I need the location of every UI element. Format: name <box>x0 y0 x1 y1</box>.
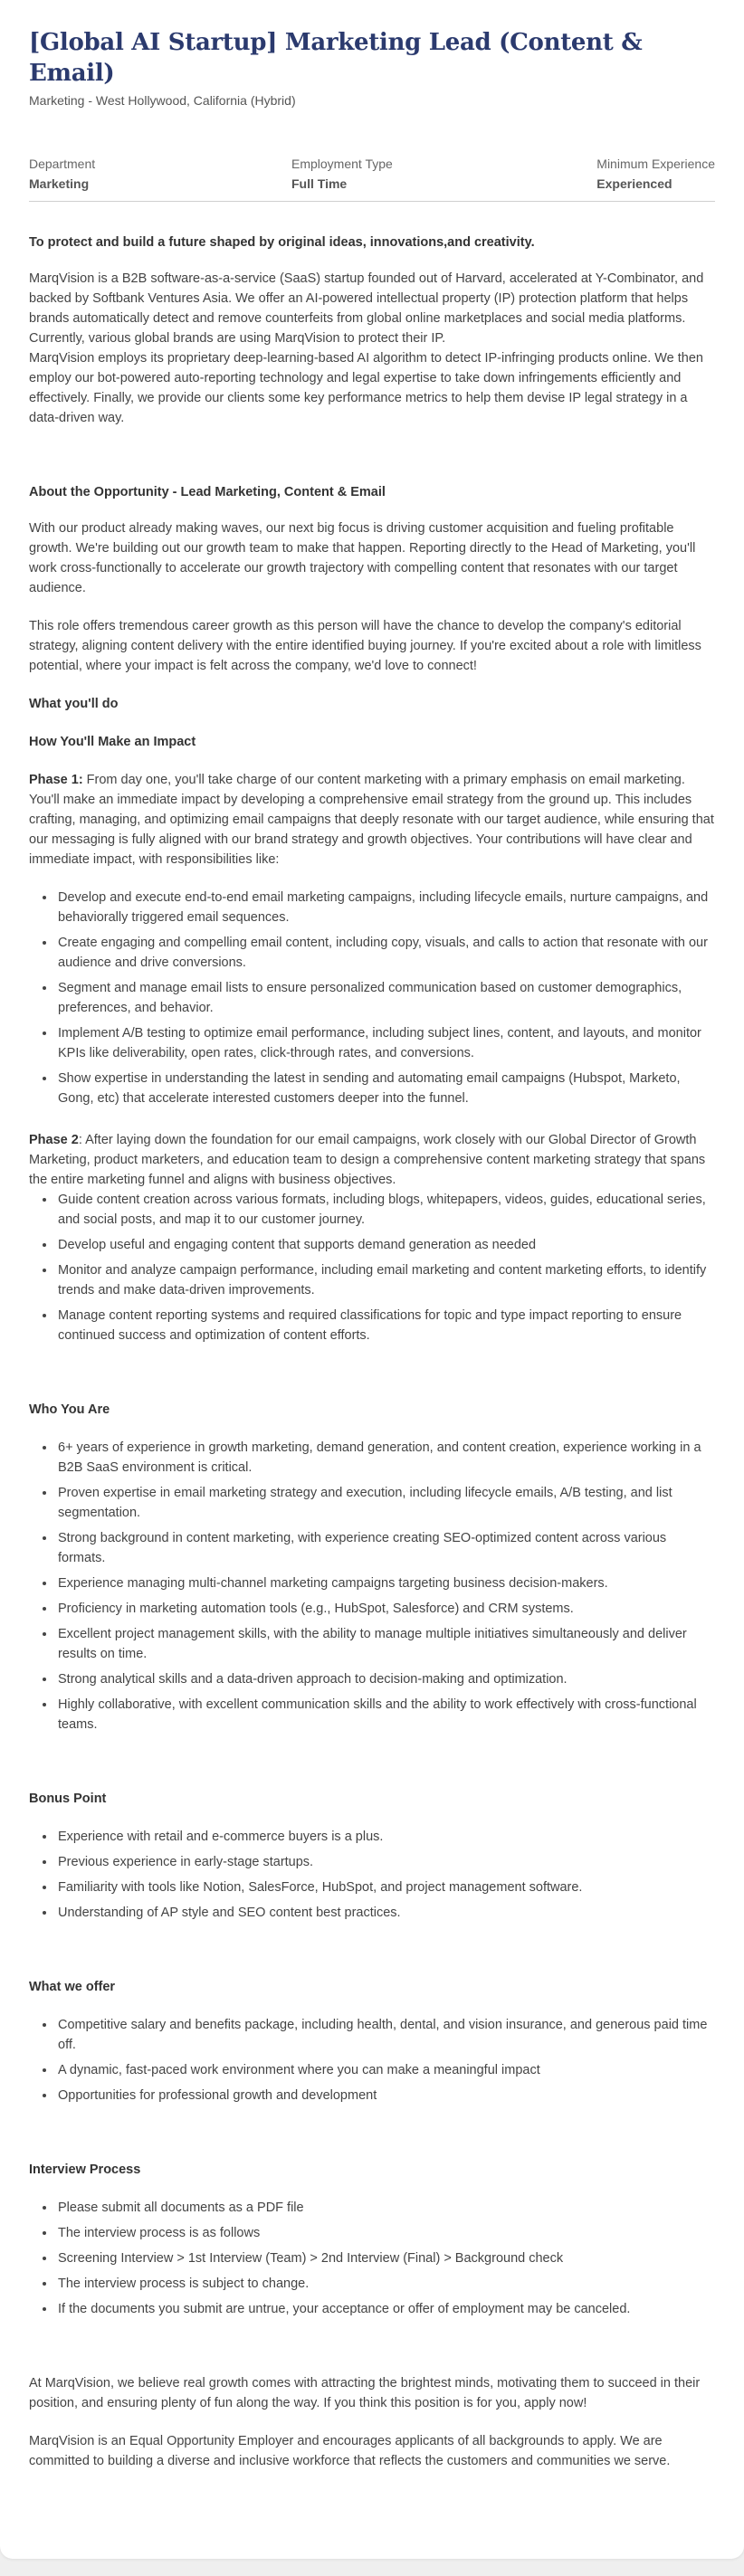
list-item: • Familiarity with tools like Notion, SalesForce, HubSpot, and project management software. <box>56 1877 715 1897</box>
phase1-text: From day one, you'll take charge of our content marketing with a primary emphasis on email marketing. You'll make an immediate impact by developing a comprehensive email strategy from the ground up. This includes crafting, managing, and optimizing email campaigns that deeply resonate with our target audience, while ensuring that our messaging is fully aligned with our brand strategy and growth objectives. Your contributions will have clear and immediate impact, with responsibilities like: <box>29 773 714 867</box>
list-item: • Monitor and analyze campaign performance, including email marketing and content marketing efforts, to identify trends and make data-driven improvements. <box>56 1260 715 1300</box>
phase2-label: Phase 2 <box>29 1133 79 1147</box>
list-item: • Manage content reporting systems and required classifications for topic and type impact reporting to ensure continued success and optimization of content efforts. <box>56 1306 715 1345</box>
list-item: • The interview process is as follows <box>56 2223 715 2243</box>
who-you-are-list <box>29 1438 715 1735</box>
list-item: • 6+ years of experience in growth marketing, demand generation, and content creation, experience working in a B2B SaaS environment is critical. <box>56 1438 715 1478</box>
meta-experience <box>596 156 715 192</box>
list-item: • Opportunities for professional growth and development <box>56 2086 715 2105</box>
meta-department <box>29 156 95 192</box>
meta-department-label: Department <box>29 157 96 171</box>
phase2-list <box>29 1190 715 1345</box>
phase1-paragraph <box>29 770 715 870</box>
meta-employment-type <box>291 156 393 192</box>
list-item: • Experience with retail and e-commerce buyers is a plus. <box>56 1827 715 1847</box>
section-heading-offer: What we offer <box>29 1980 116 1994</box>
intro-paragraph: MarqVision is a B2B software-as-a-service (SaaS) startup founded out of Harvard, accelerated at Y-Combinator, and backed by Softbank Ventures Asia. We offer an AI-powered intellectual property (IP) protection platform that helps brands automatically detect and remove counterfeits from global online marketplaces and social media platforms. Currently, various global brands are using MarqVision to protect their IP. <box>29 271 704 346</box>
closing-paragraph: At MarqVision, we believe real growth comes with attracting the brightest minds, motivating them to succeed in their position, and ensuring plenty of fun along the way. If you think this position is for you, apply now! <box>29 2376 701 2410</box>
opportunity-paragraph: With our product already making waves, our next big focus is driving customer acquisition and fueling profitable growth. We're building out our growth team to make that happen. Reporting directly to the Head of Marketing, you'll work cross-functionally to accelerate our growth trajectory with compelling content that resonates with our target audience. <box>29 521 696 595</box>
meta-department-value: Marketing <box>29 176 90 191</box>
list-item: • Strong analytical skills and a data-driven approach to decision-making and optimization. <box>56 1669 715 1689</box>
list-item: • Segment and manage email lists to ensure personalized communication based on customer demographics, preferences, and behavior. <box>56 978 715 1018</box>
offer-list <box>29 2015 715 2105</box>
intro-paragraph: MarqVision employs its proprietary deep-learning-based AI algorithm to detect IP-infringing products online. We then employ our bot-powered auto-reporting technology and legal expertise to take down infringements efficiently and effectively. Finally, we provide our clients some key performance metrics to help them devise IP legal strategy in a data-driven way. <box>29 351 704 425</box>
section-heading-who-you-are: Who You Are <box>29 1402 110 1417</box>
meta-employment-label: Employment Type <box>291 157 393 171</box>
list-item: • Experience managing multi-channel marketing campaigns targeting business decision-makers. <box>56 1573 715 1593</box>
bonus-list <box>29 1827 715 1923</box>
phase2-paragraph <box>29 1130 715 1190</box>
list-item: • The interview process is subject to change. <box>56 2274 715 2294</box>
section-heading-interview: Interview Process <box>29 2163 141 2177</box>
phase1-label: Phase 1: <box>29 773 83 787</box>
interview-list <box>29 2198 715 2319</box>
list-item: • Proven expertise in email marketing strategy and execution, including lifecycle emails, A/B testing, and list segmentation. <box>56 1483 715 1523</box>
meta-experience-value: Experienced <box>596 176 672 191</box>
list-item: • Develop useful and engaging content that supports demand generation as needed <box>56 1235 715 1255</box>
section-heading-opportunity: About the Opportunity - Lead Marketing, Content & Email <box>29 485 386 499</box>
list-item: • If the documents you submit are untrue, your acceptance or offer of employment may be canceled. <box>56 2299 715 2319</box>
job-title: [Global AI Startup] Marketing Lead (Content & Email) <box>29 29 643 87</box>
list-item: • Excellent project management skills, with the ability to manage multiple initiatives simultaneously and deliver results on time. <box>56 1624 715 1664</box>
list-item: • Proficiency in marketing automation tools (e.g., HubSpot, Salesforce) and CRM systems. <box>56 1599 715 1619</box>
section-heading-what-youll-do: What you'll do <box>29 697 119 711</box>
meta-experience-label: Minimum Experience <box>596 157 715 171</box>
list-item: • Strong background in content marketing, with experience creating SEO-optimized content across various formats. <box>56 1528 715 1568</box>
list-item: • A dynamic, fast-paced work environment where you can make a meaningful impact <box>56 2060 715 2080</box>
list-item: • Highly collaborative, with excellent communication skills and the ability to work effectively with cross-functional teams. <box>56 1695 715 1735</box>
list-item: • Screening Interview > 1st Interview (Team) > 2nd Interview (Final) > Background check <box>56 2248 715 2268</box>
job-location: Marketing - West Hollywood, California (Hybrid) <box>29 93 296 108</box>
list-item: • Please submit all documents as a PDF file <box>56 2198 715 2218</box>
phase1-list <box>29 888 715 1108</box>
list-item: • Previous experience in early-stage startups. <box>56 1852 715 1872</box>
list-item: • Show expertise in understanding the latest in sending and automating email campaigns (Hubspot, Marketo, Gong, etc) that accelerate interested customers deeper into the funnel. <box>56 1069 715 1108</box>
list-item: • Guide content creation across various formats, including blogs, whitepapers, videos, guides, educational series, and social posts, and map it to our customer journey. <box>56 1190 715 1230</box>
list-item: • Develop and execute end-to-end email marketing campaigns, including lifecycle emails, nurture campaigns, and behaviorally triggered email sequences. <box>56 888 715 927</box>
opportunity-paragraph: This role offers tremendous career growth as this person will have the chance to develop the company's editorial strategy, aligning content delivery with the entire identified buying journey. If you're excited about a role with limitless potential, where your impact is felt across the company, we'd love to connect! <box>29 619 701 673</box>
list-item: • Create engaging and compelling email content, including copy, visuals, and calls to action that resonate with our audience and drive conversions. <box>56 933 715 973</box>
job-posting-body <box>29 27 715 2471</box>
meta-employment-value: Full Time <box>291 176 348 191</box>
eeo-paragraph: MarqVision is an Equal Opportunity Employer and encourages applicants of all backgrounds to apply. We are committed to building a diverse and inclusive workforce that reflects the customers and communities we serve. <box>29 2434 671 2468</box>
list-item: • Implement A/B testing to optimize email performance, including subject lines, content, and layouts, and monitor KPIs like deliverability, open rates, click-through rates, and conversions. <box>56 1023 715 1063</box>
phase2-text: : After laying down the foundation for our email campaigns, work closely with our Global Director of Growth Marketing, product marketers, and education team to design a comprehensive content marketing strategy that spans the entire marketing funnel and aligns with business objectives. <box>29 1133 706 1187</box>
section-subheading-impact: How You'll Make an Impact <box>29 735 196 749</box>
list-item: • Understanding of AP style and SEO content best practices. <box>56 1903 715 1923</box>
section-heading-bonus: Bonus Point <box>29 1792 107 1806</box>
list-item: • Competitive salary and benefits package, including health, dental, and vision insurance, and generous paid time off. <box>56 2015 715 2055</box>
job-meta <box>29 156 715 202</box>
job-description <box>29 202 715 2471</box>
tagline: To protect and build a future shaped by original ideas, innovations,and creativity. <box>29 235 535 250</box>
